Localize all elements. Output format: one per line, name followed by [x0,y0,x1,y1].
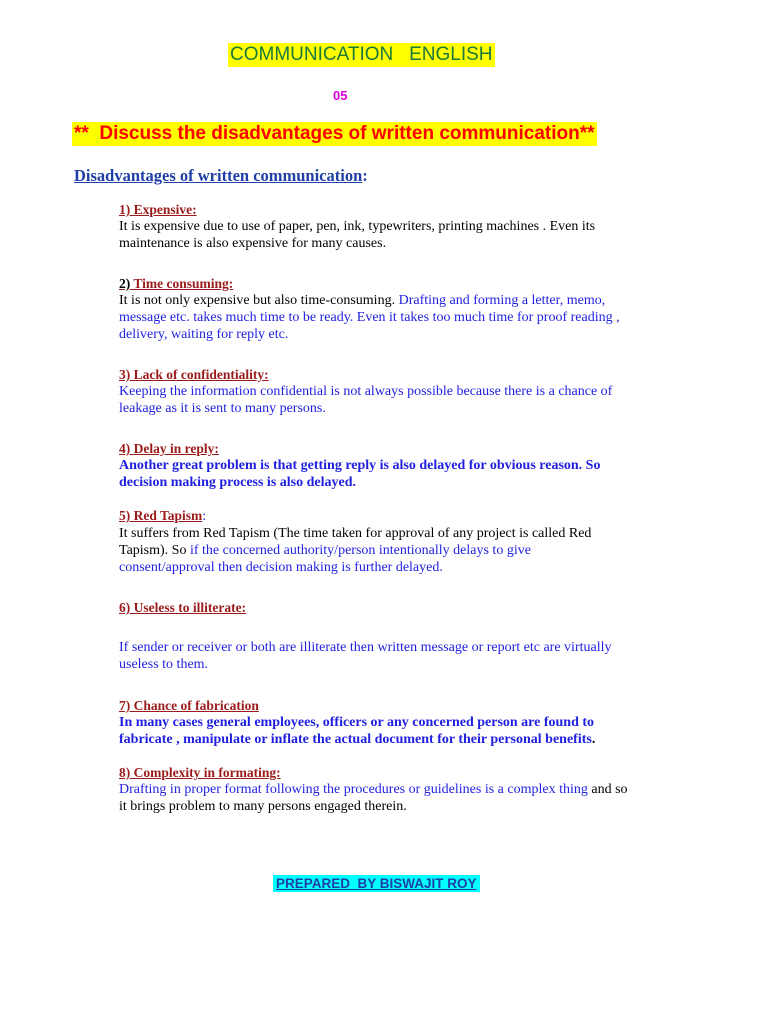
point-line: maintenance is also expensive for many causes. [119,236,387,251]
section-subheading [74,166,368,186]
point-line: Keeping the information confidential is not always possible because there is a chance of [119,384,613,399]
point-line: decision making process is also delayed. [119,475,356,490]
point-line: Another great problem is that getting reply is also delayed for obvious reason. So [119,458,601,473]
point-confidentiality [119,366,699,417]
point-heading: 3) Lack of confidentiality: [119,367,269,382]
point-heading: 4) Delay in reply: [119,441,219,456]
point-useless-body [119,639,699,673]
author-credit: PREPARED BY BISWAJIT ROY [273,875,480,892]
point-line: message etc. takes much time to be ready. Even it takes too much time for proof reading , [119,310,620,325]
text-black: Tapism). So [119,543,190,558]
point-heading: 8) Complexity in formating: [119,765,281,780]
text-blue: if the concerned authority/person intentionally delays to give [189,543,531,558]
point-delay-in-reply [119,440,699,491]
point-red-tapism [119,507,699,576]
point-heading: 6) Useless to illiterate: [119,600,247,615]
subheading-text: Disadvantages of written communication [74,166,363,185]
point-heading-text: Time consuming: [133,276,234,291]
text-blue: Drafting and forming a letter, memo, [398,293,606,308]
text-black: . [591,732,596,747]
text-blue: Drafting in proper format following the procedures or guidelines is a complex thing [119,782,588,797]
point-fabrication [119,697,699,748]
point-complexity [119,764,699,815]
point-line [119,292,699,309]
point-line [119,731,699,748]
heading-colon: : [202,509,207,524]
point-line: If sender or receiver or both are illiterate then written message or report etc are virtually [119,640,612,655]
point-heading: 7) Chance of fabrication [119,698,259,713]
question-heading: ** Discuss the disadvantages of written communication** [74,123,595,144]
point-line: It suffers from Red Tapism (The time taken for approval of any project is called Red [119,526,592,541]
point-line: consent/approval then decision making is further delayed. [119,560,443,575]
text-black: and so [587,782,628,797]
point-heading [119,275,699,292]
text-black: It is not only expensive but also time-consuming. [119,293,399,308]
point-line: In many cases general employees, officers or any concerned person are found to [119,715,595,730]
point-expensive [119,201,699,252]
point-line [119,542,699,559]
point-useless-to-illiterate [119,599,699,616]
text-blue: fabricate , manipulate or inflate the actual document for their personal benefits [119,732,592,747]
point-heading: 1) Expensive: [119,202,197,217]
point-line: it brings problem to many persons engaged therein. [119,799,407,814]
point-time-consuming [119,275,699,343]
document-title: COMMUNICATION ENGLISH [230,44,493,65]
point-line: delivery, waiting for reply etc. [119,327,289,342]
point-heading-text: 5) Red Tapism [119,508,203,523]
point-line: It is expensive due to use of paper, pen, ink, typewriters, printing machines . Even its [119,219,596,234]
point-line: leakage as it is sent to many persons. [119,401,326,416]
point-number: 2) [119,276,131,291]
point-heading [119,507,699,525]
subheading-colon: : [362,166,368,185]
page-number: 05 [333,88,348,103]
point-line [119,781,699,798]
point-line: useless to them. [119,657,209,672]
